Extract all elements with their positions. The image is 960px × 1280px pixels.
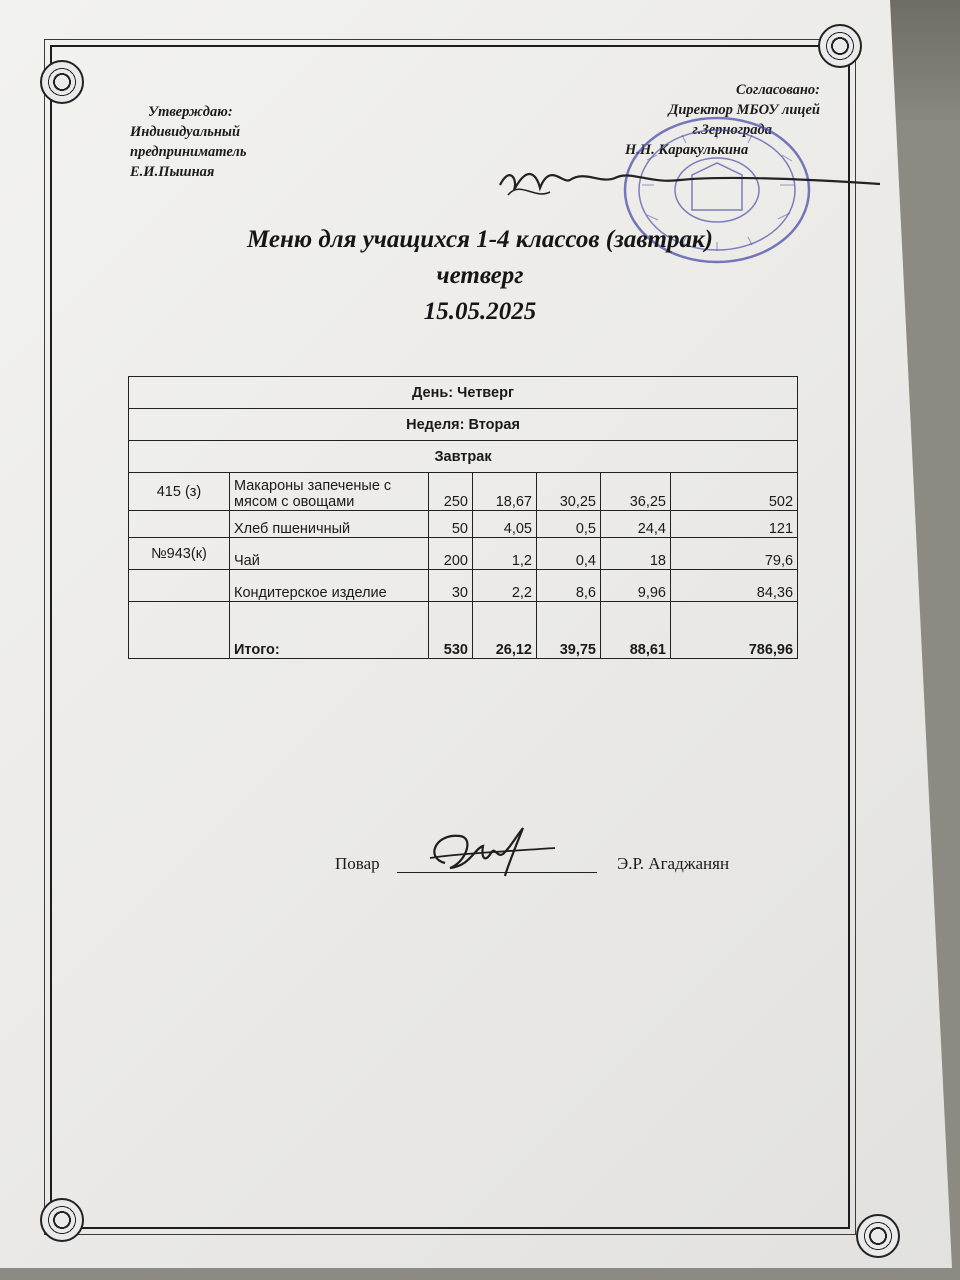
frame-corner-ornament-icon [40, 60, 84, 104]
table-total-row [129, 602, 798, 659]
approval-left-line2: предприниматель [130, 144, 247, 160]
approval-left-heading: Утверждаю: [148, 104, 233, 120]
total-carbs: 88,61 [601, 602, 671, 659]
dish-name: Хлеб пшеничный [230, 511, 429, 538]
title-main: Меню для учащихся 1-4 классов (завтрак) [246, 226, 713, 253]
dish-energy: 79,6 [671, 538, 798, 570]
cook-signature-icon [415, 818, 565, 888]
total-label: Итого: [230, 602, 429, 659]
cook-signature-line [335, 852, 795, 882]
dish-carbs: 36,25 [601, 473, 671, 511]
dish-code [129, 570, 230, 602]
table-row [129, 570, 798, 602]
dish-protein: 4,05 [473, 511, 537, 538]
dish-carbs: 24,4 [601, 511, 671, 538]
dish-protein: 18,67 [473, 473, 537, 511]
total-fat: 39,75 [537, 602, 601, 659]
table-row [129, 511, 798, 538]
total-weight: 530 [429, 602, 473, 659]
dish-code [129, 511, 230, 538]
dish-protein: 1,2 [473, 538, 537, 570]
dish-name: Чай [230, 538, 429, 570]
dish-fat: 30,25 [537, 473, 601, 511]
approval-left-line1: Индивидуальный [130, 124, 241, 140]
director-signature-icon [490, 150, 890, 210]
dish-fat: 8,6 [537, 570, 601, 602]
dish-name: Кондитерское изделие [230, 570, 429, 602]
approval-block-left [130, 102, 330, 182]
frame-corner-ornament-icon [856, 1214, 900, 1258]
total-energy: 786,96 [671, 602, 798, 659]
dish-carbs: 18 [601, 538, 671, 570]
title-date: 15.05.2025 [423, 298, 537, 325]
total-protein: 26,12 [473, 602, 537, 659]
table-day-header: День: Четверг [129, 377, 798, 409]
dish-weight: 30 [429, 570, 473, 602]
approval-right-name: Н.Н. Каракулькина [625, 142, 749, 158]
table-row [129, 538, 798, 570]
cook-name: Э.Р. Агаджанян [617, 854, 730, 873]
approval-right-line1: Директор МБОУ лицей [668, 102, 820, 118]
dish-weight: 250 [429, 473, 473, 511]
dish-code: №943(к) [129, 538, 230, 570]
approval-right-line2: г.Зернограда [692, 122, 772, 138]
dish-weight: 50 [429, 511, 473, 538]
frame-corner-ornament-icon [40, 1198, 84, 1242]
dish-energy: 84,36 [671, 570, 798, 602]
dish-weight: 200 [429, 538, 473, 570]
total-code [129, 602, 230, 659]
frame-corner-ornament-icon [818, 24, 862, 68]
dish-energy: 121 [671, 511, 798, 538]
approval-right-heading: Согласовано: [736, 82, 820, 98]
dish-energy: 502 [671, 473, 798, 511]
dish-protein: 2,2 [473, 570, 537, 602]
approval-left-name: Е.И.Пышная [130, 164, 215, 180]
dish-name: Макароны запеченые с мясом с овощами [230, 473, 429, 511]
dish-code: 415 (з) [129, 473, 230, 511]
dish-carbs: 9,96 [601, 570, 671, 602]
table-week-header: Неделя: Вторая [129, 409, 798, 441]
menu-table [128, 376, 798, 659]
table-row [129, 473, 798, 511]
document-title [120, 222, 840, 330]
title-weekday: четверг [436, 262, 524, 289]
cook-label: Повар [335, 854, 380, 873]
dish-fat: 0,4 [537, 538, 601, 570]
table-meal-header: Завтрак [129, 441, 798, 473]
dish-fat: 0,5 [537, 511, 601, 538]
